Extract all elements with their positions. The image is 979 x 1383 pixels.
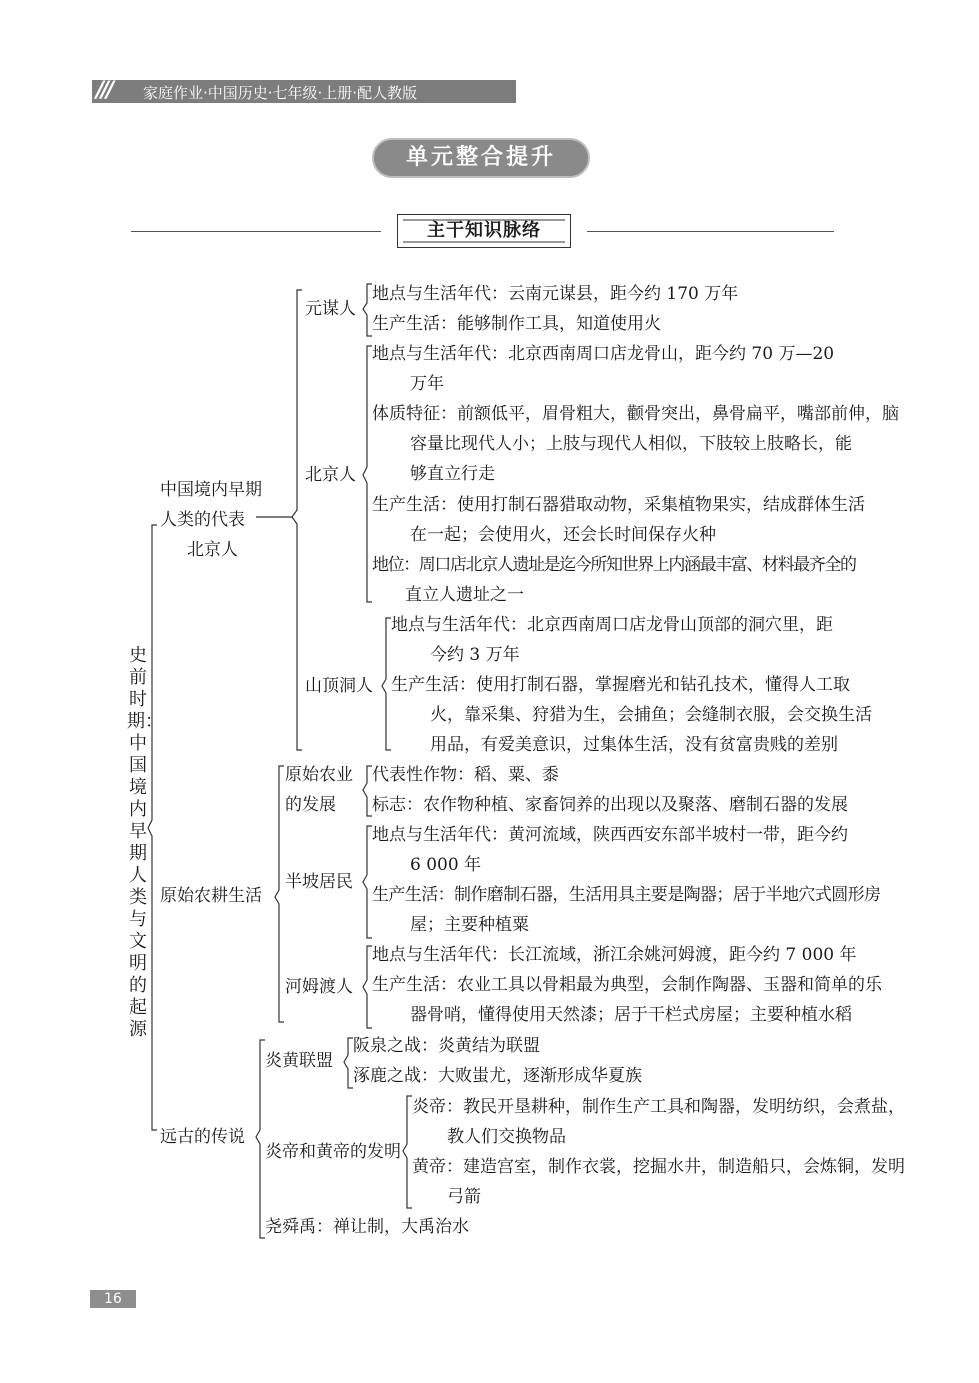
hemudu-line: 地点与生活年代：长江流域，浙江余姚河姆渡，距今约 7 000 年 bbox=[372, 945, 857, 965]
beijing-line: 够直立行走 bbox=[410, 464, 495, 484]
topic-early-humans-line3: 北京人 bbox=[187, 540, 238, 560]
beijing-line: 直立人遗址之一 bbox=[405, 585, 524, 605]
invention-line: 教人们交换物品 bbox=[447, 1127, 566, 1147]
node-beijing: 北京人 bbox=[305, 465, 356, 485]
node-shandingdong: 山顶洞人 bbox=[305, 676, 373, 696]
page-number: 16 bbox=[104, 1291, 122, 1307]
shanding-line: 火，靠采集、狩猎为生，会捕鱼；会缝制衣服，会交换生活 bbox=[430, 705, 872, 725]
node-banpo: 半坡居民 bbox=[285, 872, 353, 892]
node-yaoshunyu: 尧舜禹：禅让制，大禹治水 bbox=[265, 1217, 469, 1237]
banpo-line: 生产生活：制作磨制石器，生活用具主要是陶器；居于半地穴式圆形房 bbox=[372, 885, 881, 905]
beijing-line: 地点与生活年代：北京西南周口店龙骨山，距今约 70 万—20 bbox=[372, 344, 835, 364]
shanding-line: 用品，有爱美意识，过集体生活，没有贫富贵贱的差别 bbox=[430, 735, 838, 755]
unit-title: 单元整合提升 bbox=[405, 145, 556, 170]
beijing-line: 体质特征：前额低平，眉骨粗大，颧骨突出，鼻骨扁平，嘴部前伸，脑 bbox=[372, 404, 899, 424]
topic-early-humans-line2: 人类的代表 bbox=[160, 510, 245, 530]
topic-early-humans-line1: 中国境内早期 bbox=[160, 480, 262, 500]
yanhuang-line: 阪泉之战：炎黄结为联盟 bbox=[353, 1036, 540, 1056]
invention-line: 弓箭 bbox=[447, 1187, 481, 1207]
beijing-line: 在一起；会使用火，还会长时间保存火种 bbox=[410, 525, 716, 545]
beijing-line: 地位：周口店北京人遗址是迄今所知世界上内涵最丰富、材料最齐全的 bbox=[372, 555, 856, 575]
yuanmou-line: 生产生活：能够制作工具，知道使用火 bbox=[372, 314, 661, 334]
node-hemudu: 河姆渡人 bbox=[285, 977, 353, 997]
beijing-line: 万年 bbox=[410, 374, 444, 394]
topic-primitive-farming: 原始农耕生活 bbox=[160, 886, 262, 906]
invention-line: 炎帝：教民开垦耕种，制作生产工具和陶器，发明纺织，会煮盐， bbox=[412, 1097, 905, 1117]
section-title: 主干知识脉络 bbox=[427, 220, 541, 241]
header-slash-mark: /// bbox=[96, 78, 112, 103]
yanhuang-line: 涿鹿之战：大败蚩尤，逐渐形成华夏族 bbox=[353, 1066, 642, 1086]
node-agri-dev-line1: 原始农业 bbox=[285, 765, 353, 785]
agri-line: 代表性作物：稻、粟、黍 bbox=[372, 765, 559, 785]
node-agri-dev-line2: 的发展 bbox=[285, 795, 336, 815]
banpo-line: 6 000 年 bbox=[410, 855, 482, 875]
agri-line: 标志：农作物种植、家畜饲养的出现以及聚落、磨制石器的发展 bbox=[372, 795, 848, 815]
shanding-line: 今约 3 万年 bbox=[430, 645, 520, 665]
node-yuanmou: 元谋人 bbox=[305, 299, 356, 319]
root-topic: 史前时期：中国境内早期人类与文明的起源 bbox=[127, 645, 163, 1040]
hemudu-line: 生产生活：农业工具以骨耜最为典型，会制作陶器、玉器和简单的乐 bbox=[372, 975, 882, 995]
topic-ancient-legends: 远古的传说 bbox=[160, 1127, 245, 1147]
invention-line: 黄帝：建造宫室，制作衣裳，挖掘水井，制造船只，会炼铜，发明 bbox=[412, 1157, 905, 1177]
beijing-line: 生产生活：使用打制石器猎取动物，采集植物果实，结成群体生活 bbox=[372, 495, 865, 515]
beijing-line: 容量比现代人小；上肢与现代人相似，下肢较上肢略长，能 bbox=[410, 434, 852, 454]
hemudu-line: 器骨哨，懂得使用天然漆；居于干栏式房屋；主要种植水稻 bbox=[410, 1005, 852, 1025]
yuanmou-line: 地点与生活年代：云南元谋县，距今约 170 万年 bbox=[372, 284, 739, 304]
banpo-line: 屋；主要种植粟 bbox=[410, 915, 529, 935]
shanding-line: 地点与生活年代：北京西南周口店龙骨山顶部的洞穴里，距 bbox=[391, 615, 833, 635]
shanding-line: 生产生活：使用打制石器，掌握磨光和钻孔技术，懂得人工取 bbox=[391, 675, 850, 695]
node-inventions: 炎帝和黄帝的发明 bbox=[265, 1142, 401, 1162]
node-yanhuang: 炎黄联盟 bbox=[265, 1051, 333, 1071]
header-title: 家庭作业·中国历史·七年级·上册·配人教版 bbox=[143, 84, 418, 102]
banpo-line: 地点与生活年代：黄河流域，陕西西安东部半坡村一带，距今约 bbox=[372, 825, 848, 845]
